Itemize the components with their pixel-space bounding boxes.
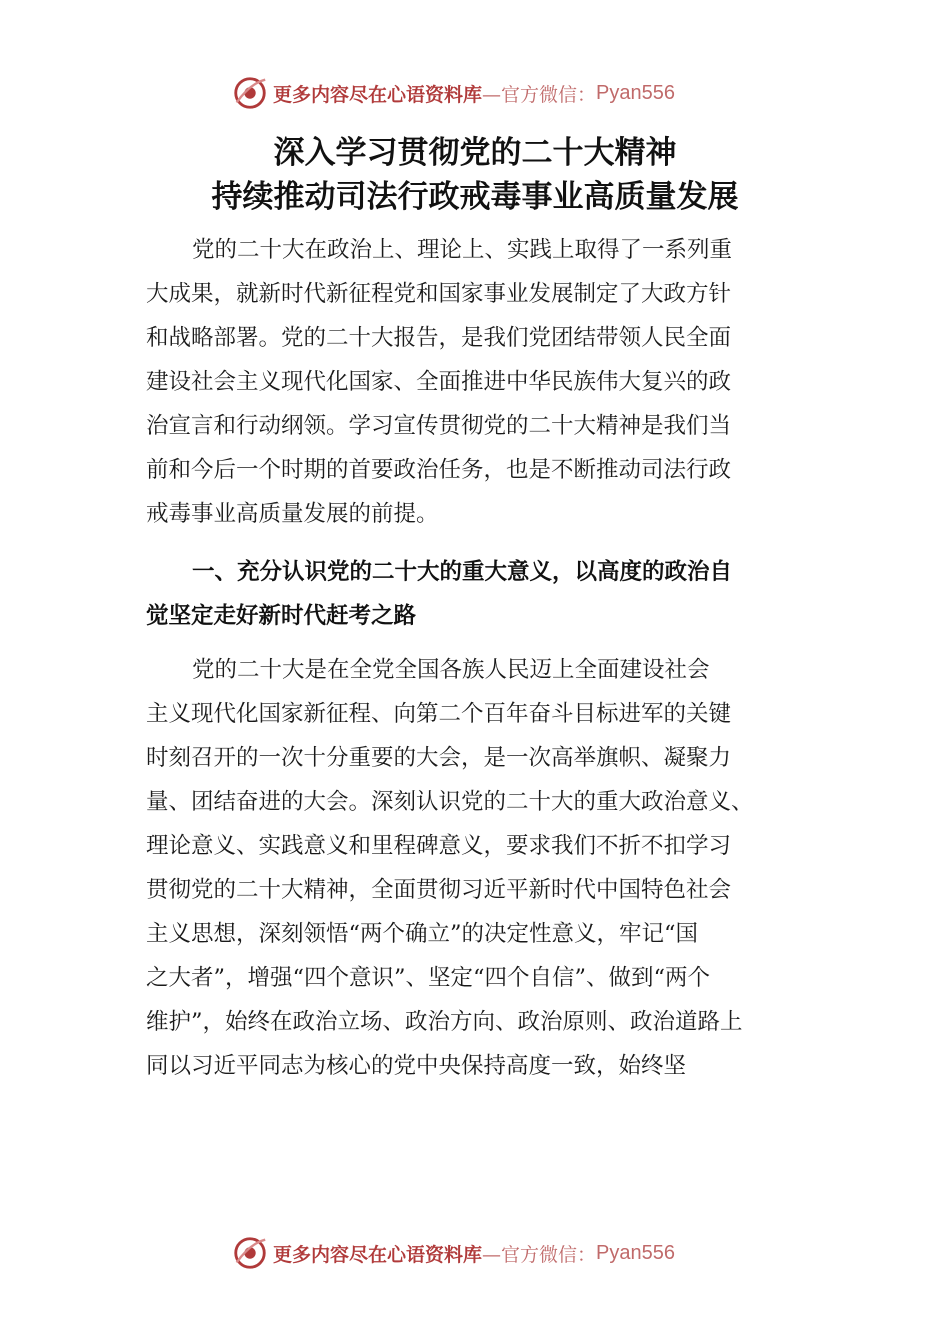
paragraph-line: 贯彻党的二十大精神，全面贯彻习近平新时代中国特色社会 xyxy=(146,877,732,903)
banner-wechat-id: Pyan556 xyxy=(596,1241,675,1264)
banner-brand-text: 更多内容尽在心语资料库 xyxy=(273,1243,483,1266)
brand-logo-icon xyxy=(231,1234,269,1272)
banner-wechat-id: Pyan556 xyxy=(596,81,675,104)
paragraph-line: 主义思想，深刻领悟“两个确立”的决定性意义，牢记“国 xyxy=(146,921,699,947)
paragraph-line: 戒毒事业高质量发展的前提。 xyxy=(146,501,439,527)
paragraph-line: 量、团结奋进的大会。深刻认识党的二十大的重大政治意义、 xyxy=(146,789,754,815)
paragraph-line: 治宣言和行动纲领。学习宣传贯彻党的二十大精神是我们当 xyxy=(146,413,732,439)
header-banner xyxy=(0,70,950,116)
paragraph-line: 前和今后一个时期的首要政治任务，也是不断推动司法行政 xyxy=(146,457,732,483)
paragraph-line: 之大者”，增强“四个意识”、坚定“四个自信”、做到“两个 xyxy=(146,965,711,991)
section-heading-line: 一、充分认识党的二十大的重大意义，以高度的政治自 xyxy=(192,559,733,585)
brand-logo-icon xyxy=(231,74,269,112)
paragraph-line: 维护”，始终在政治立场、政治方向、政治原则、政治道路上 xyxy=(146,1009,743,1035)
paragraph-line: 理论意义、实践意义和里程碑意义，要求我们不折不扣学习 xyxy=(146,833,732,859)
document-title-line-2: 持续推动司法行政戒毒事业高质量发展 xyxy=(211,179,739,215)
paragraph-line: 党的二十大是在全党全国各族人民迈上全面建设社会 xyxy=(192,657,710,683)
paragraph-line: 党的二十大在政治上、理论上、实践上取得了一系列重 xyxy=(192,237,733,263)
footer-banner xyxy=(0,1230,950,1276)
paragraph-line: 主义现代化国家新征程、向第二个百年奋斗目标进军的关键 xyxy=(146,701,732,727)
document-title-line-1: 深入学习贯彻党的二十大精神 xyxy=(273,135,677,171)
banner-brand-text: 更多内容尽在心语资料库 xyxy=(273,83,483,106)
paragraph-line: 建设社会主义现代化国家、全面推进中华民族伟大复兴的政 xyxy=(146,369,732,395)
banner-wechat-label: —官方微信： xyxy=(482,1243,597,1266)
section-heading-line: 觉坚定走好新时代赶考之路 xyxy=(146,603,417,629)
paragraph-line: 时刻召开的一次十分重要的大会，是一次高举旗帜、凝聚力 xyxy=(146,745,732,771)
paragraph-line: 同以习近平同志为核心的党中央保持高度一致，始终坚 xyxy=(146,1053,687,1079)
banner-wechat-label: —官方微信： xyxy=(482,83,597,106)
paragraph-line: 大成果，就新时代新征程党和国家事业发展制定了大政方针 xyxy=(146,281,732,307)
paragraph-line: 和战略部署。党的二十大报告，是我们党团结带领人民全面 xyxy=(146,325,732,351)
